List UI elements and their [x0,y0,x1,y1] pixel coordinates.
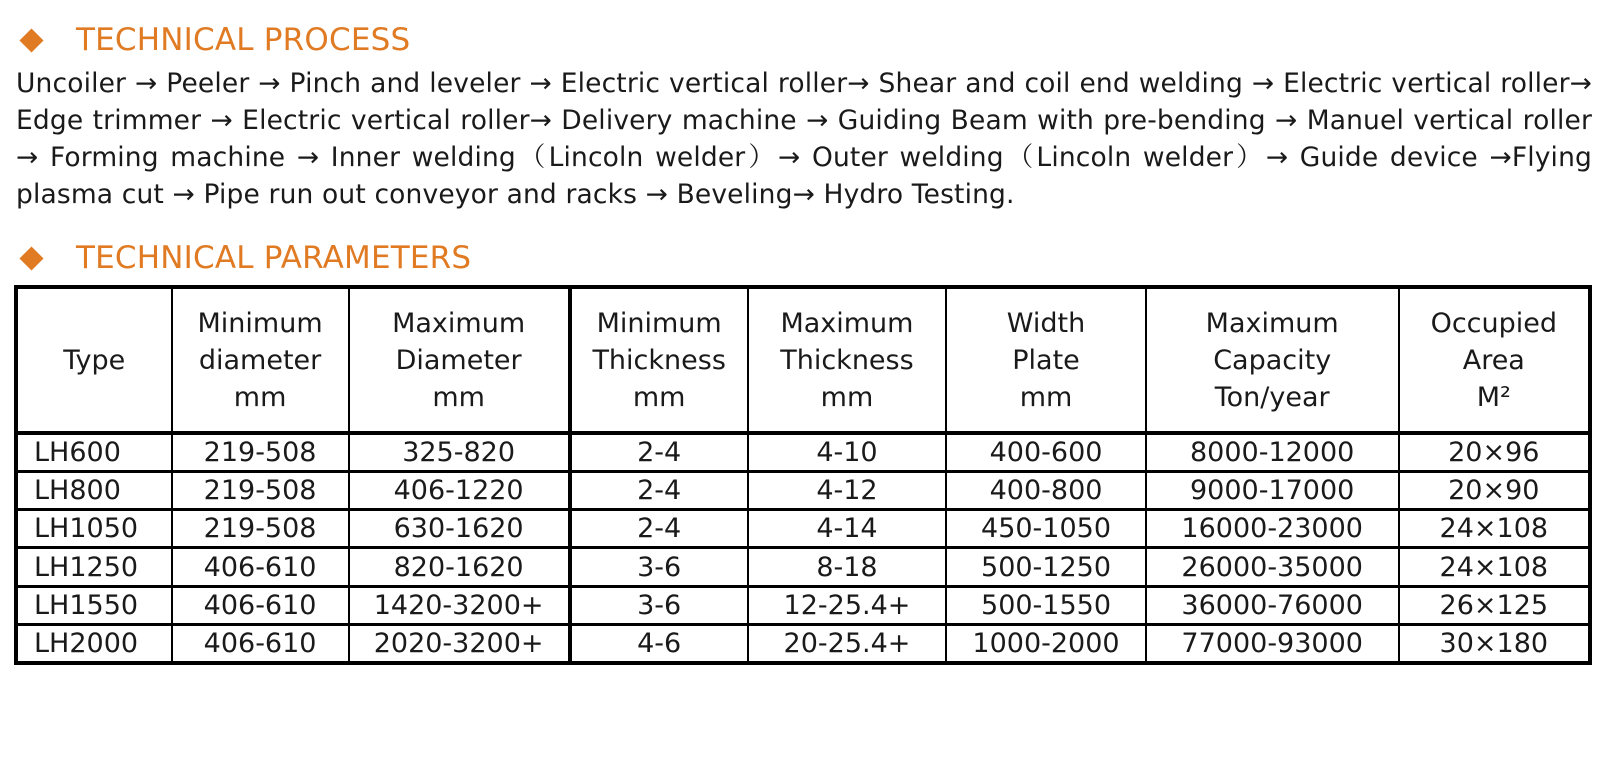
table-cell: 500-1250 [946,548,1146,586]
column-header [748,287,947,433]
column-header-line: Plate [1012,344,1080,376]
table-cell: 26000-35000 [1146,548,1399,586]
column-header-line: Maximum [780,307,914,339]
table-row [16,471,1590,509]
table-cell: 4-12 [748,471,947,509]
column-header-line: Thickness [780,344,914,376]
column-header-line: Type [63,344,126,376]
table-cell: 630-1620 [349,510,570,548]
column-header-line: Minimum [197,307,323,339]
table-row [16,548,1590,586]
column-header-line: Capacity [1213,344,1332,376]
table-cell: 30×180 [1399,625,1590,663]
technical-parameters-title: TECHNICAL PARAMETERS [76,240,472,276]
table-cell: 2-4 [570,471,748,509]
column-header-line: Diameter [395,344,522,376]
table-cell: 3-6 [570,548,748,586]
table-cell: 820-1620 [349,548,570,586]
column-header-line: Ton/year [1214,381,1330,413]
table-row [16,433,1590,471]
type-cell: LH1250 [16,548,172,586]
table-cell: 406-610 [172,625,349,663]
diamond-bullet-icon [19,28,43,52]
type-cell: LH1050 [16,510,172,548]
table-cell: 8000-12000 [1146,433,1399,471]
table-cell: 2-4 [570,510,748,548]
table-cell: 20×90 [1399,471,1590,509]
type-cell: LH800 [16,471,172,509]
column-header-line: Maximum [392,307,526,339]
table-cell: 450-1050 [946,510,1146,548]
table-cell: 219-508 [172,510,349,548]
table-cell: 36000-76000 [1146,586,1399,624]
column-header-line: mm [1019,381,1073,413]
column-header-line: Occupied [1430,307,1558,339]
table-header-row [16,287,1590,433]
column-header-line: M² [1476,381,1511,413]
technical-process-heading [18,22,410,58]
table-cell: 2020-3200+ [349,625,570,663]
table-row [16,625,1590,663]
column-header [1399,287,1590,433]
table-cell: 219-508 [172,433,349,471]
table-cell: 4-10 [748,433,947,471]
type-cell: LH2000 [16,625,172,663]
table-cell: 406-610 [172,586,349,624]
table-cell: 406-1220 [349,471,570,509]
type-cell: LH1550 [16,586,172,624]
diamond-bullet-icon [19,246,43,270]
table-cell: 500-1550 [946,586,1146,624]
table-row [16,510,1590,548]
column-header-line: mm [233,381,287,413]
table-cell: 8-18 [748,548,947,586]
table-cell: 12-25.4+ [748,586,947,624]
table-cell: 2-4 [570,433,748,471]
table-cell: 24×108 [1399,510,1590,548]
technical-process-text: Uncoiler → Peeler → Pinch and leveler → Electric vertical roller→ Shear and coil end welding → Electric vertical roller→ Edge trimmer → Electric vertical roller→ Delivery machine → Guiding Beam with pre-bending → Manuel vertical roller → Forming machine → Inner welding（Lincoln welder）→ Outer welding（Lincoln welder）→ Guide device →Flying plasma cut → Pipe run out conveyor and racks → Beveling→ Hydro Testing. [16,68,1592,210]
column-header-line: Thickness [592,344,726,376]
table-cell: 400-600 [946,433,1146,471]
table-cell: 400-800 [946,471,1146,509]
column-header [946,287,1146,433]
table-cell: 20×96 [1399,433,1590,471]
column-header-line: diameter [198,344,322,376]
type-cell: LH600 [16,433,172,471]
column-header-line: mm [820,381,874,413]
column-header [172,287,349,433]
table-cell: 9000-17000 [1146,471,1399,509]
table-cell: 325-820 [349,433,570,471]
column-header [1146,287,1399,433]
column-header-line: Area [1462,344,1525,376]
table-cell: 219-508 [172,471,349,509]
table-cell: 4-14 [748,510,947,548]
table-cell: 26×125 [1399,586,1590,624]
table-cell: 1420-3200+ [349,586,570,624]
table-cell: 406-610 [172,548,349,586]
column-header [16,287,172,433]
table-cell: 24×108 [1399,548,1590,586]
table-cell: 1000-2000 [946,625,1146,663]
technical-process-title: TECHNICAL PROCESS [76,22,411,58]
table-cell: 20-25.4+ [748,625,947,663]
table-cell: 4-6 [570,625,748,663]
column-header-line: mm [632,381,686,413]
table-cell: 16000-23000 [1146,510,1399,548]
column-header-line: mm [432,381,485,413]
column-header [570,287,748,433]
column-header-line: Maximum [1205,307,1339,339]
column-header [349,287,570,433]
table-cell: 77000-93000 [1146,625,1399,663]
column-header-line: Minimum [596,307,722,339]
table-row [16,586,1590,624]
table-cell: 3-6 [570,586,748,624]
column-header-line: Width [1006,307,1086,339]
technical-parameters-table [14,285,1592,665]
technical-parameters-heading [18,240,471,276]
